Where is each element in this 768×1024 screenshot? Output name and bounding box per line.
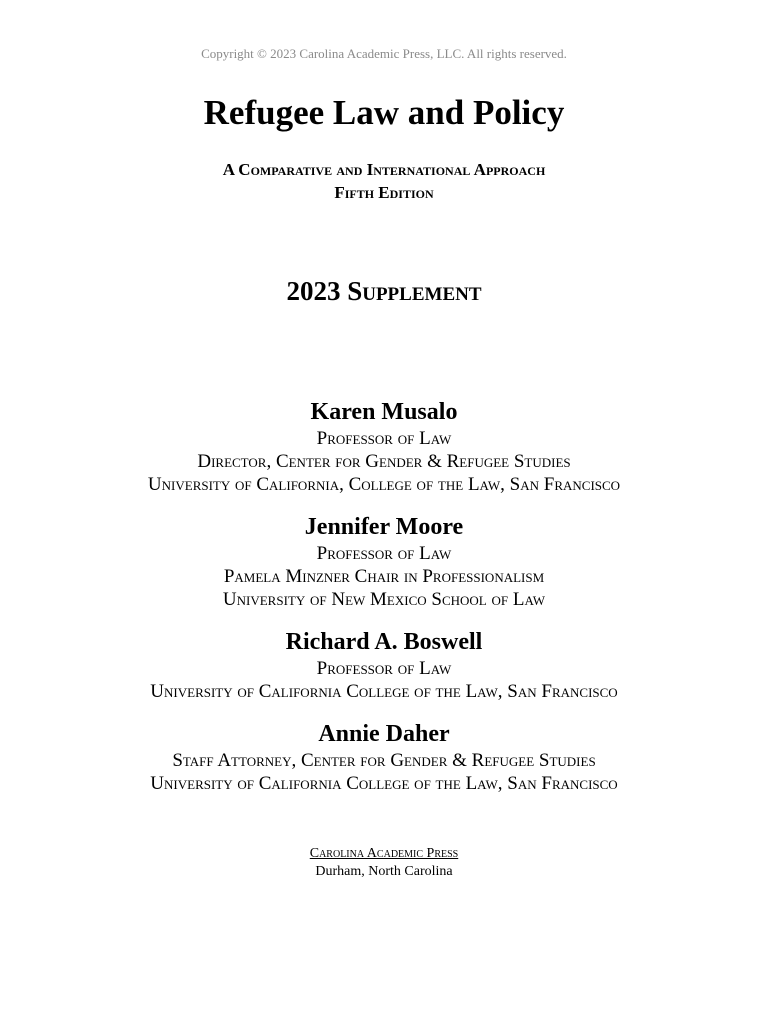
- supplement-heading: 2023 Supplement: [286, 276, 482, 306]
- author-list: [0, 397, 768, 811]
- author-affiliation: University of New Mexico School of Law: [222, 589, 546, 610]
- author-affiliation: Professor of Law: [316, 428, 452, 449]
- author-entry: [0, 512, 768, 611]
- author-name: Jennifer Moore: [304, 514, 464, 540]
- book-title: Refugee Law and Policy: [203, 93, 565, 132]
- author-entry: [0, 627, 768, 703]
- copyright-notice: Copyright © 2023 Carolina Academic Press, LLC. All rights reserved.: [201, 46, 567, 61]
- publisher-name: Carolina Academic Press: [309, 846, 459, 861]
- author-name: Annie Daher: [318, 721, 450, 747]
- author-affiliation: Professor of Law: [316, 658, 452, 679]
- subtitle-block: [0, 158, 768, 204]
- book-subtitle: A Comparative and International Approach: [222, 160, 546, 179]
- author-affiliation: University of California College of the Law, San Francisco: [150, 773, 618, 794]
- publisher-block: [0, 845, 768, 881]
- author-affiliation: Director, Center for Gender & Refugee Studies: [197, 451, 571, 472]
- author-affiliation: Professor of Law: [316, 543, 452, 564]
- publisher-location: Durham, North Carolina: [315, 864, 453, 879]
- author-affiliation: Pamela Minzner Chair in Professionalism: [223, 566, 545, 587]
- author-name: Richard A. Boswell: [285, 629, 483, 655]
- author-entry: [0, 719, 768, 795]
- author-affiliation: University of California, College of the Law, San Francisco: [147, 474, 621, 495]
- author-affiliation: University of California College of the Law, San Francisco: [150, 681, 618, 702]
- author-entry: [0, 397, 768, 496]
- book-edition: Fifth Edition: [334, 183, 434, 202]
- author-affiliation: Staff Attorney, Center for Gender & Refugee Studies: [172, 750, 596, 771]
- author-name: Karen Musalo: [310, 399, 458, 425]
